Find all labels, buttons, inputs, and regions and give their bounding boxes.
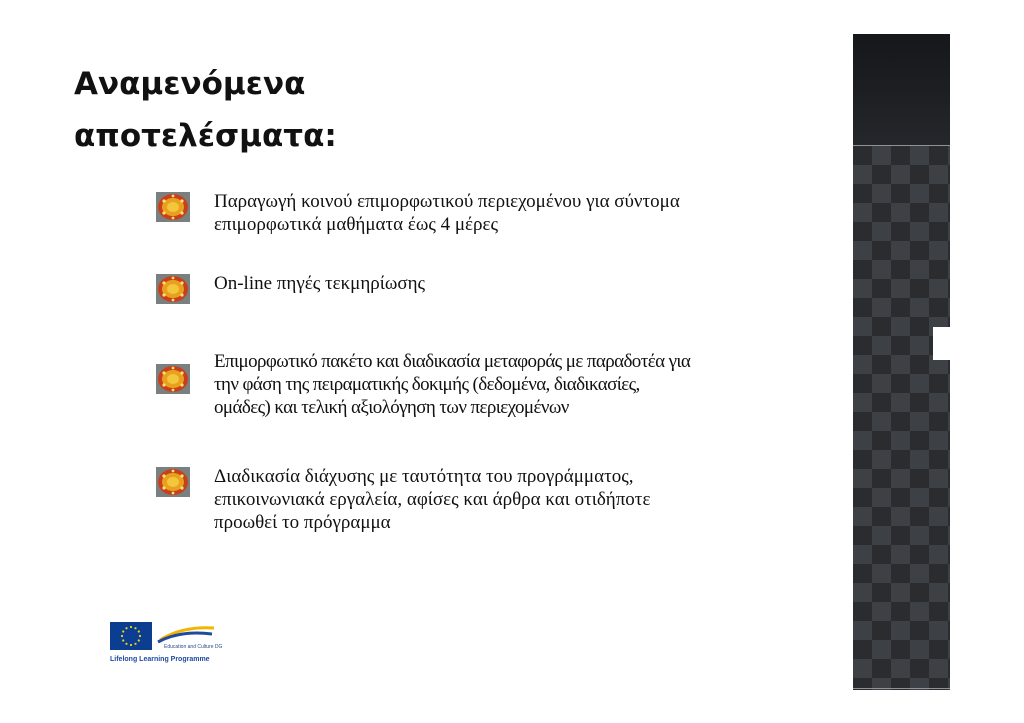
decorative-sidebar <box>853 34 950 690</box>
slide-title <box>74 58 494 162</box>
programme-label: Lifelong Learning Programme <box>110 656 210 663</box>
bullet-line: την φάση της πειραματικής δοκιμής (δεδομένα, διαδικασίες, <box>214 374 640 395</box>
title-line: Αναμενόμενα <box>74 66 306 102</box>
bullet-line: προωθεί το πρόγραμμα <box>214 512 391 533</box>
bullet-line: ομάδες) και τελική αξιολόγηση των περιεχομένων <box>214 397 569 418</box>
sidebar-diamond-pattern <box>853 146 950 690</box>
eu-llp-logo <box>108 620 224 668</box>
sidebar-notch <box>933 327 950 360</box>
bullet-line: Διαδικασία διάχυσης με ταυτότητα του προγράμματος, <box>214 466 634 487</box>
ornament-bullet-icon <box>156 274 190 304</box>
title-line: αποτελέσματα: <box>74 118 337 154</box>
eu-flag-icon <box>110 622 152 650</box>
ornament-bullet-icon <box>156 364 190 394</box>
sidebar-divider <box>853 688 950 689</box>
bullet-line: Επιμορφωτικό πακέτο και διαδικασία μεταφοράς με παραδοτέα για <box>214 351 691 372</box>
bullet-line: Παραγωγή κοινού επιμορφωτικού περιεχομένου για σύντομα <box>214 191 680 212</box>
ornament-bullet-icon <box>156 192 190 222</box>
bullet-line: On-line πηγές τεκμηρίωσης <box>214 273 426 294</box>
bullet-line: επικοινωνιακά εργαλεία, αφίσες και άρθρα και οτιδήποτε <box>214 489 651 510</box>
bullet-text <box>214 350 824 419</box>
sidebar-top-band <box>853 34 950 146</box>
bullet-line: επιμορφωτικά μαθήματα έως 4 μέρες <box>214 214 498 235</box>
bullet-text <box>214 272 824 295</box>
ornament-bullet-icon <box>156 467 190 497</box>
sidebar-divider <box>853 145 950 146</box>
bullet-text <box>214 465 824 534</box>
dg-label: Education and Culture DG <box>164 644 223 650</box>
bullet-text <box>214 190 824 236</box>
